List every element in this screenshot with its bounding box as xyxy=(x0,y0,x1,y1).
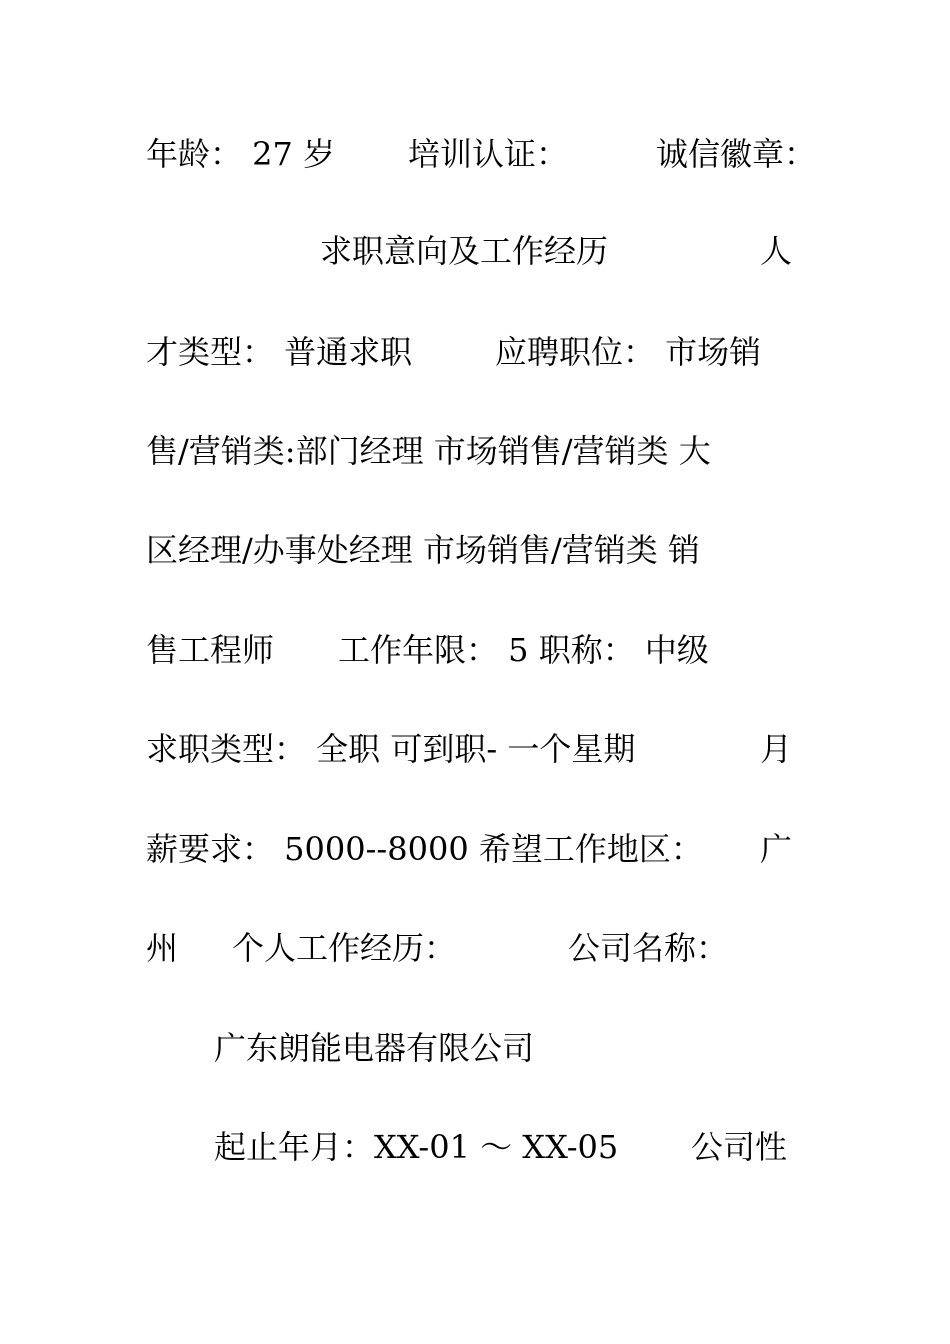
line-tail-text: 广 xyxy=(760,830,793,868)
company-name-text: 广东朗能电器有限公司 xyxy=(214,1029,535,1067)
line-tail-text: 月 xyxy=(760,730,793,768)
work-experience-label: 个人工作经历： xyxy=(232,929,457,967)
text-line-period xyxy=(146,1127,806,1287)
credit-badge-label: 诚信徽章： xyxy=(656,135,817,173)
age-text: 年龄： 27 岁 xyxy=(146,135,336,173)
training-certification-label: 培训认证： xyxy=(408,135,569,173)
work-years-text: 工作年限： 5 职称： 中级 xyxy=(338,631,709,669)
position-text: 应聘职位： 市场销 xyxy=(495,333,762,371)
job-type-text: 求职类型： 全职 可到职- 一个星期 xyxy=(146,730,636,768)
positions-text-2: 区经理/办事处经理 市场销售/营销类 销 xyxy=(146,531,700,569)
positions-text-1: 售/营销类:部门经理 市场销售/营销类 大 xyxy=(146,432,711,470)
section-title: 求职意向及工作经历 xyxy=(320,232,609,270)
talent-type-text: 才类型： 普通求职 xyxy=(146,333,413,371)
role-text: 售工程师 xyxy=(146,631,275,669)
period-text: 起止年月：XX-01 ～ XX-05 xyxy=(214,1128,619,1166)
company-name-label: 公司名称： xyxy=(568,929,729,967)
company-nature-label: 公司性 xyxy=(691,1128,788,1166)
salary-text: 薪要求： 5000--8000 希望工作地区： xyxy=(146,830,703,868)
city-text: 州 xyxy=(146,929,179,967)
line-tail-text: 人 xyxy=(760,232,793,270)
